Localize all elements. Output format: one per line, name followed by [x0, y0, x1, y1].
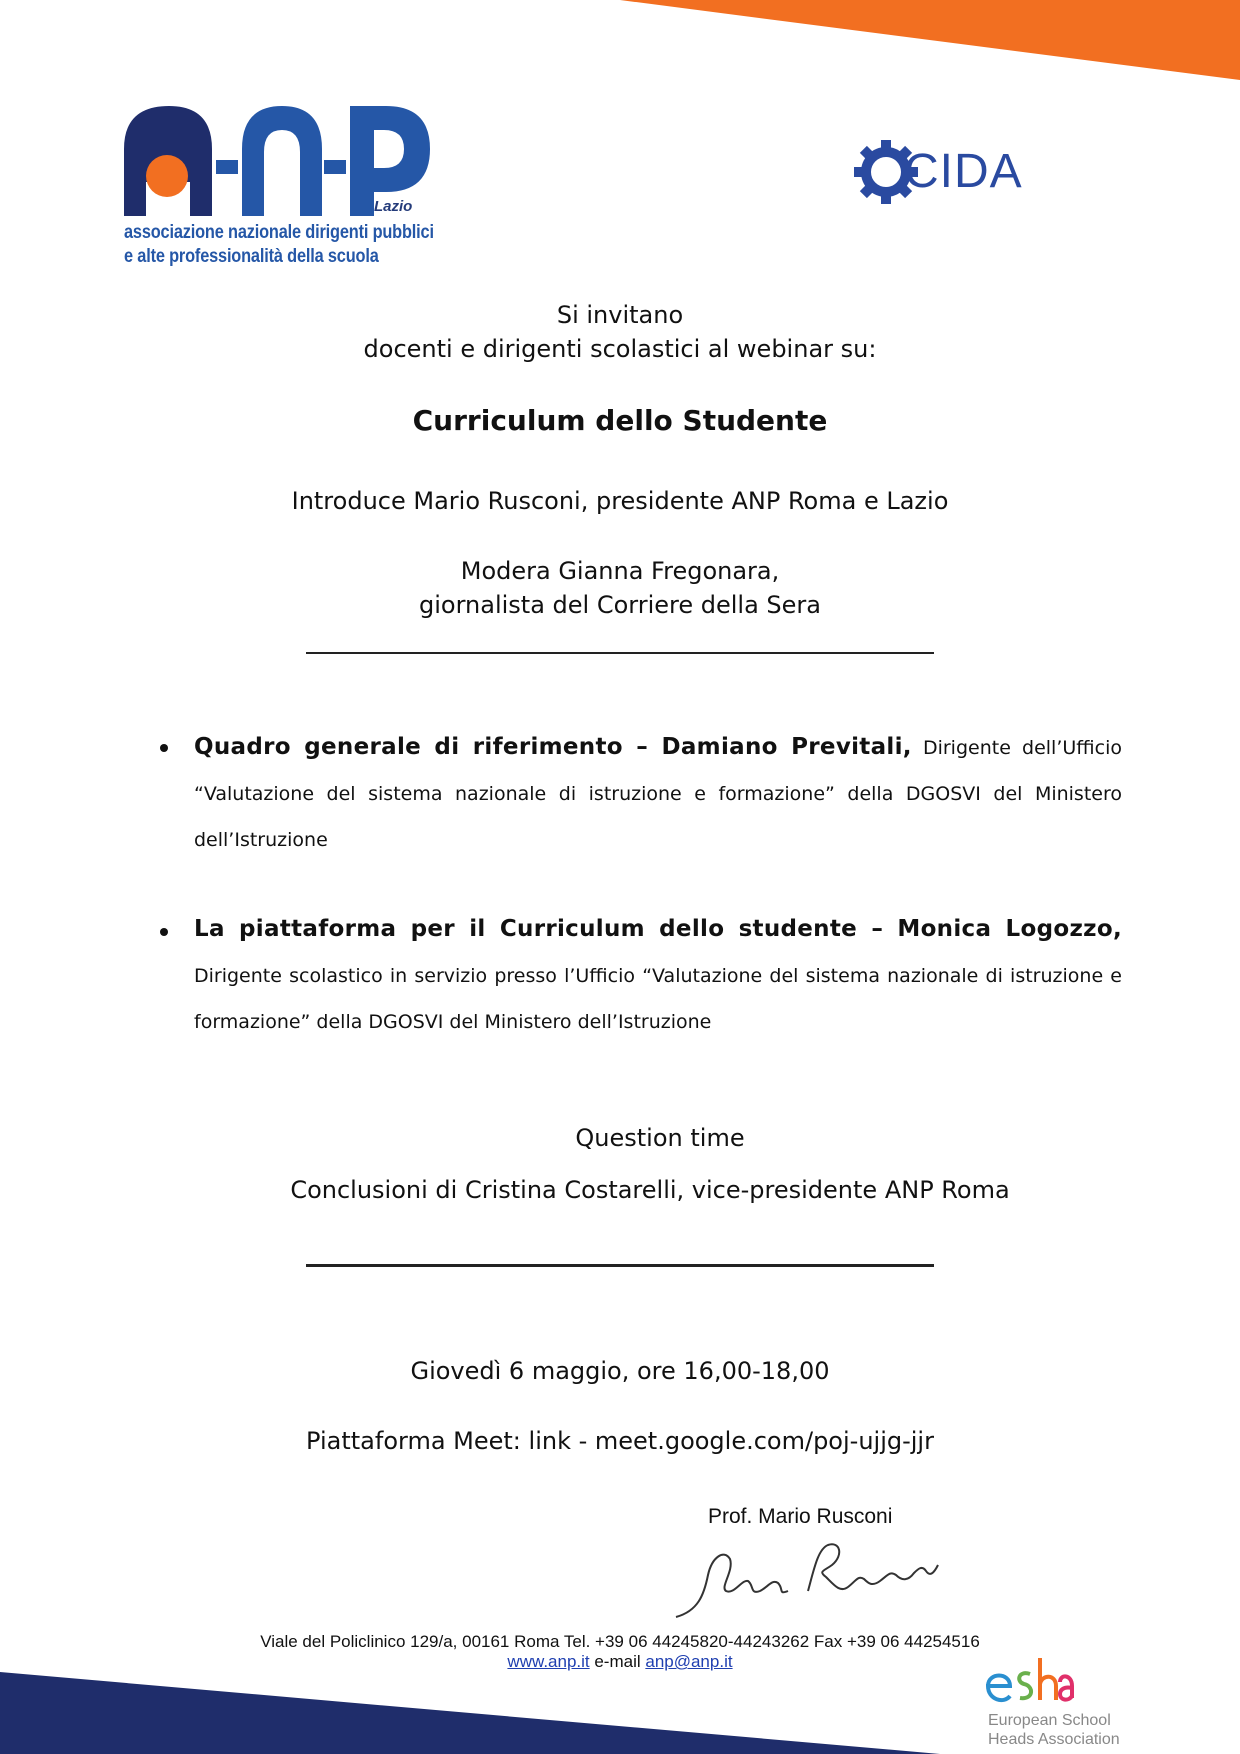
- anp-tagline-line2: e alte professionalità della scuola: [124, 246, 379, 267]
- divider-bottom: [306, 1264, 934, 1267]
- signatory-name: Prof. Mario Rusconi: [708, 1505, 893, 1528]
- moderator-line-2: giornalista del Corriere della Sera: [419, 591, 821, 619]
- website-link[interactable]: www.anp.it: [507, 1652, 590, 1671]
- footer-address: Viale del Policlinico 129/a, 00161 Roma Tel. +39 06 44245820-44243262 Fax +39 06 44254516: [260, 1632, 980, 1651]
- esha-tagline-line2: Heads Association: [988, 1731, 1120, 1748]
- page-title: Curriculum dello Studente: [412, 404, 828, 437]
- email-label: e-mail: [589, 1652, 646, 1671]
- conclusions: Conclusioni di Cristina Costarelli, vice-presidente ANP Roma: [290, 1176, 1010, 1204]
- bullet-icon: [160, 744, 168, 752]
- talk-details: Dirigente scolastico in servizio presso l’Ufficio “Valutazione del sistema nazionale di istruzione e formazione” della DGOSVI del Ministero dell’Istruzione: [194, 965, 1122, 1033]
- orange-corner-band: [0, 0, 1240, 90]
- cida-wordmark: CIDA: [904, 145, 1023, 198]
- esha-logo: [984, 1656, 1074, 1712]
- event-date: Giovedì 6 maggio, ore 16,00-18,00: [410, 1357, 830, 1385]
- introducer: Introduce Mario Rusconi, presidente ANP Roma e Lazio: [291, 487, 949, 515]
- invite-line-1: Si invitano: [556, 301, 684, 329]
- meet-link[interactable]: Piattaforma Meet: link - meet.google.com/poj-ujjg-jjr: [306, 1427, 934, 1455]
- bullet-icon: [160, 928, 168, 936]
- talk-description: [194, 906, 1122, 1045]
- handwritten-signature: [668, 1525, 948, 1625]
- talk-title: Quadro generale di riferimento – Damiano Previtali,: [194, 734, 912, 760]
- anp-tagline-line1: associazione nazionale dirigenti pubblici: [124, 222, 434, 243]
- esha-tagline-line1: European School: [988, 1712, 1111, 1729]
- invite-line-2: docenti e dirigenti scolastici al webinar su:: [363, 335, 877, 363]
- moderator-line-1: Modera Gianna Fregonara,: [460, 557, 780, 585]
- anp-region-label: Lazio: [374, 198, 413, 215]
- talk-title: La piattaforma per il Curriculum dello studente – Monica Logozzo,: [194, 916, 1122, 942]
- talk-details: Dirigente dell’Ufficio “Valutazione del sistema nazionale di istruzione e formazione” della DGOSVI del Ministero dell’Istruzione: [194, 737, 1122, 851]
- divider-top: [306, 652, 934, 654]
- talk-description: [194, 724, 1122, 863]
- email-link[interactable]: anp@anp.it: [645, 1652, 733, 1671]
- question-time: Question time: [575, 1124, 745, 1152]
